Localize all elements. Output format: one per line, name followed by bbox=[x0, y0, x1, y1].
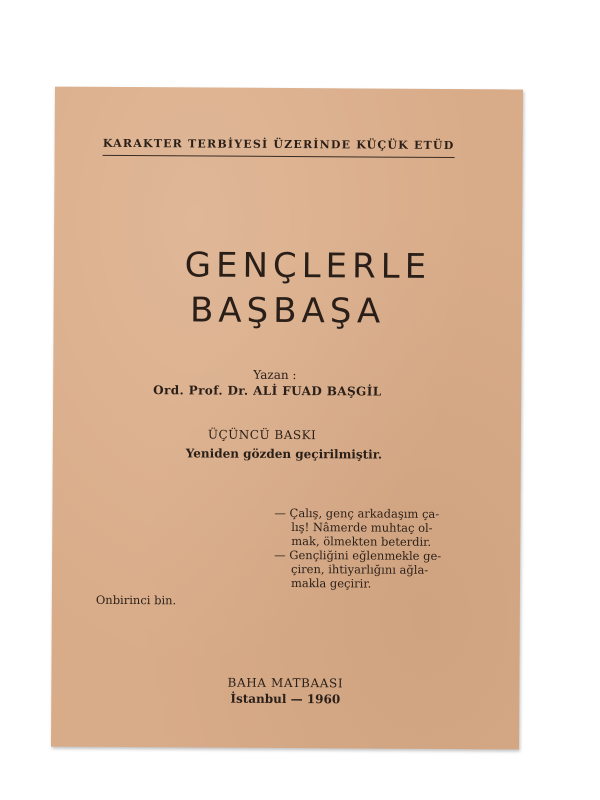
epigraph-line: — Gençliğini eğlenmekle ge- bbox=[274, 547, 442, 563]
series-title: KARAKTER TERBİYESİ ÜZERİNDE KÜÇÜK ETÜD bbox=[103, 137, 455, 158]
edition-label: ÜÇÜNCÜ BASKI bbox=[207, 427, 317, 443]
revised-note: Yeniden gözden geçirilmiştir. bbox=[185, 446, 383, 462]
publication-place-year: İstanbul — 1960 bbox=[230, 691, 341, 707]
author-name: Ord. Prof. Dr. ALİ FUAD BAŞGİL bbox=[153, 383, 382, 399]
epigraph-line: makla geçirir. bbox=[290, 576, 372, 591]
book-cover bbox=[51, 87, 523, 750]
book-title-line-1: GENÇLERLE bbox=[184, 245, 432, 287]
publisher-name: BAHA MATBAASI bbox=[227, 675, 344, 691]
author-label: Yazan : bbox=[253, 367, 297, 383]
book-title-line-2: BAŞBAŞA bbox=[189, 290, 386, 332]
epigraph bbox=[274, 506, 475, 591]
epigraph-line: lış! Nâmerde muhtaç ol- bbox=[291, 520, 433, 535]
epigraph-line: mak, ölmekten beterdir. bbox=[291, 534, 432, 549]
epigraph-line: — Çalış, genç arkadaşım ça- bbox=[274, 505, 440, 521]
epigraph-line: çiren, ihtiyarlığını ağla- bbox=[291, 562, 429, 577]
print-run-note: Onbirinci bin. bbox=[95, 592, 177, 608]
